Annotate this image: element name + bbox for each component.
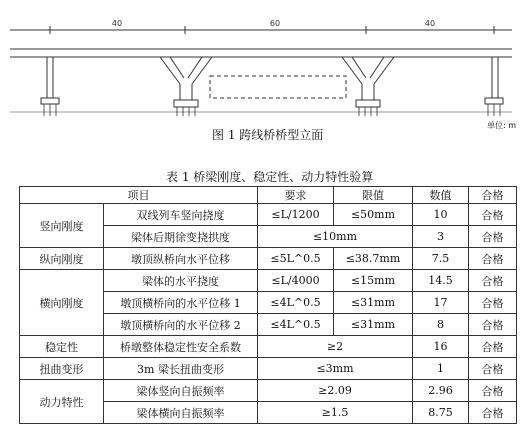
group-cell: 竖向刚度 (20, 204, 104, 248)
value-cell: 7.5 (413, 248, 469, 270)
requirement-cell: ≥2 (258, 336, 413, 358)
header-requirement: 要求 (258, 187, 334, 204)
pass-cell: 合格 (469, 204, 517, 226)
pier-left (41, 57, 59, 104)
table-row (20, 336, 517, 358)
pier-y-left (160, 57, 212, 107)
value-cell: 1 (413, 358, 469, 380)
group-cell: 扭曲变形 (20, 358, 104, 380)
item-cell: 3m 梁长扭曲变形 (104, 358, 258, 380)
table-caption: 表 1 桥梁刚度、稳定性、动力特性验算 (166, 170, 374, 184)
item-cell: 梁体的水平挠度 (104, 270, 258, 292)
item-cell: 梁体竖向自振频率 (104, 380, 258, 402)
item-cell: 双线列车竖向挠度 (104, 204, 258, 226)
pass-cell: 合格 (469, 270, 517, 292)
pass-cell: 合格 (469, 314, 517, 336)
pass-cell: 合格 (469, 248, 517, 270)
pass-cell: 合格 (469, 292, 517, 314)
table-row (20, 204, 517, 226)
span-label-1: 40 (111, 19, 123, 28)
figure-caption: 图 1 跨线桥桥型立面 (212, 128, 324, 142)
item-cell: 墩顶横桥向的水平位移 2 (104, 314, 258, 336)
header-limit: 限值 (334, 187, 413, 204)
table-row (20, 358, 517, 380)
group-cell: 动力特性 (20, 380, 104, 424)
limit-cell: ≤50mm (334, 204, 413, 226)
table-row (20, 248, 517, 270)
requirement-cell: ≥2.09 (258, 380, 413, 402)
requirement-cell: ≤3mm (258, 358, 413, 380)
pier-y-right (342, 57, 394, 107)
limit-cell: ≤38.7mm (334, 248, 413, 270)
requirement-cell: ≤4L^0.5 (258, 314, 334, 336)
value-cell: 16 (413, 336, 469, 358)
verification-table (19, 186, 517, 424)
item-cell: 梁体横向自振频率 (104, 402, 258, 424)
group-cell: 纵向刚度 (20, 248, 104, 270)
requirement-cell: ≥1.5 (258, 402, 413, 424)
unit-label: 单位: m (487, 121, 517, 130)
bridge-elevation-drawing (0, 0, 530, 125)
requirement-cell: ≤10mm (258, 226, 413, 248)
value-cell: 8.75 (413, 402, 469, 424)
header-item: 项目 (20, 187, 258, 204)
requirement-cell: ≤L/1200 (258, 204, 334, 226)
item-cell: 墩顶纵桥向水平位移 (104, 248, 258, 270)
value-cell: 10 (413, 204, 469, 226)
span-label-2: 60 (269, 19, 281, 28)
item-cell: 墩顶横桥向的水平位移 1 (104, 292, 258, 314)
requirement-cell: ≤5L^0.5 (258, 248, 334, 270)
item-cell: 桥墩整体稳定性安全系数 (104, 336, 258, 358)
pass-cell: 合格 (469, 402, 517, 424)
pass-cell: 合格 (469, 226, 517, 248)
pass-cell: 合格 (469, 380, 517, 402)
table-header-row (20, 187, 517, 204)
value-cell: 2.96 (413, 380, 469, 402)
clearance-outline (210, 76, 346, 98)
value-cell: 17 (413, 292, 469, 314)
value-cell: 3 (413, 226, 469, 248)
pass-cell: 合格 (469, 358, 517, 380)
value-cell: 14.5 (413, 270, 469, 292)
group-cell: 横向刚度 (20, 270, 104, 336)
span-label-3: 40 (424, 19, 436, 28)
table-row (20, 380, 517, 402)
pier-right (485, 57, 503, 104)
limit-cell: ≤15mm (334, 270, 413, 292)
pass-cell: 合格 (469, 336, 517, 358)
value-cell: 8 (413, 314, 469, 336)
header-pass: 合格 (469, 187, 517, 204)
group-cell: 稳定性 (20, 336, 104, 358)
requirement-cell: ≤4L^0.5 (258, 292, 334, 314)
table-row (20, 270, 517, 292)
requirement-cell: ≤L/4000 (258, 270, 334, 292)
limit-cell: ≤31mm (334, 292, 413, 314)
limit-cell: ≤31mm (334, 314, 413, 336)
header-value: 数值 (413, 187, 469, 204)
item-cell: 梁体后期徐变挠拱度 (104, 226, 258, 248)
